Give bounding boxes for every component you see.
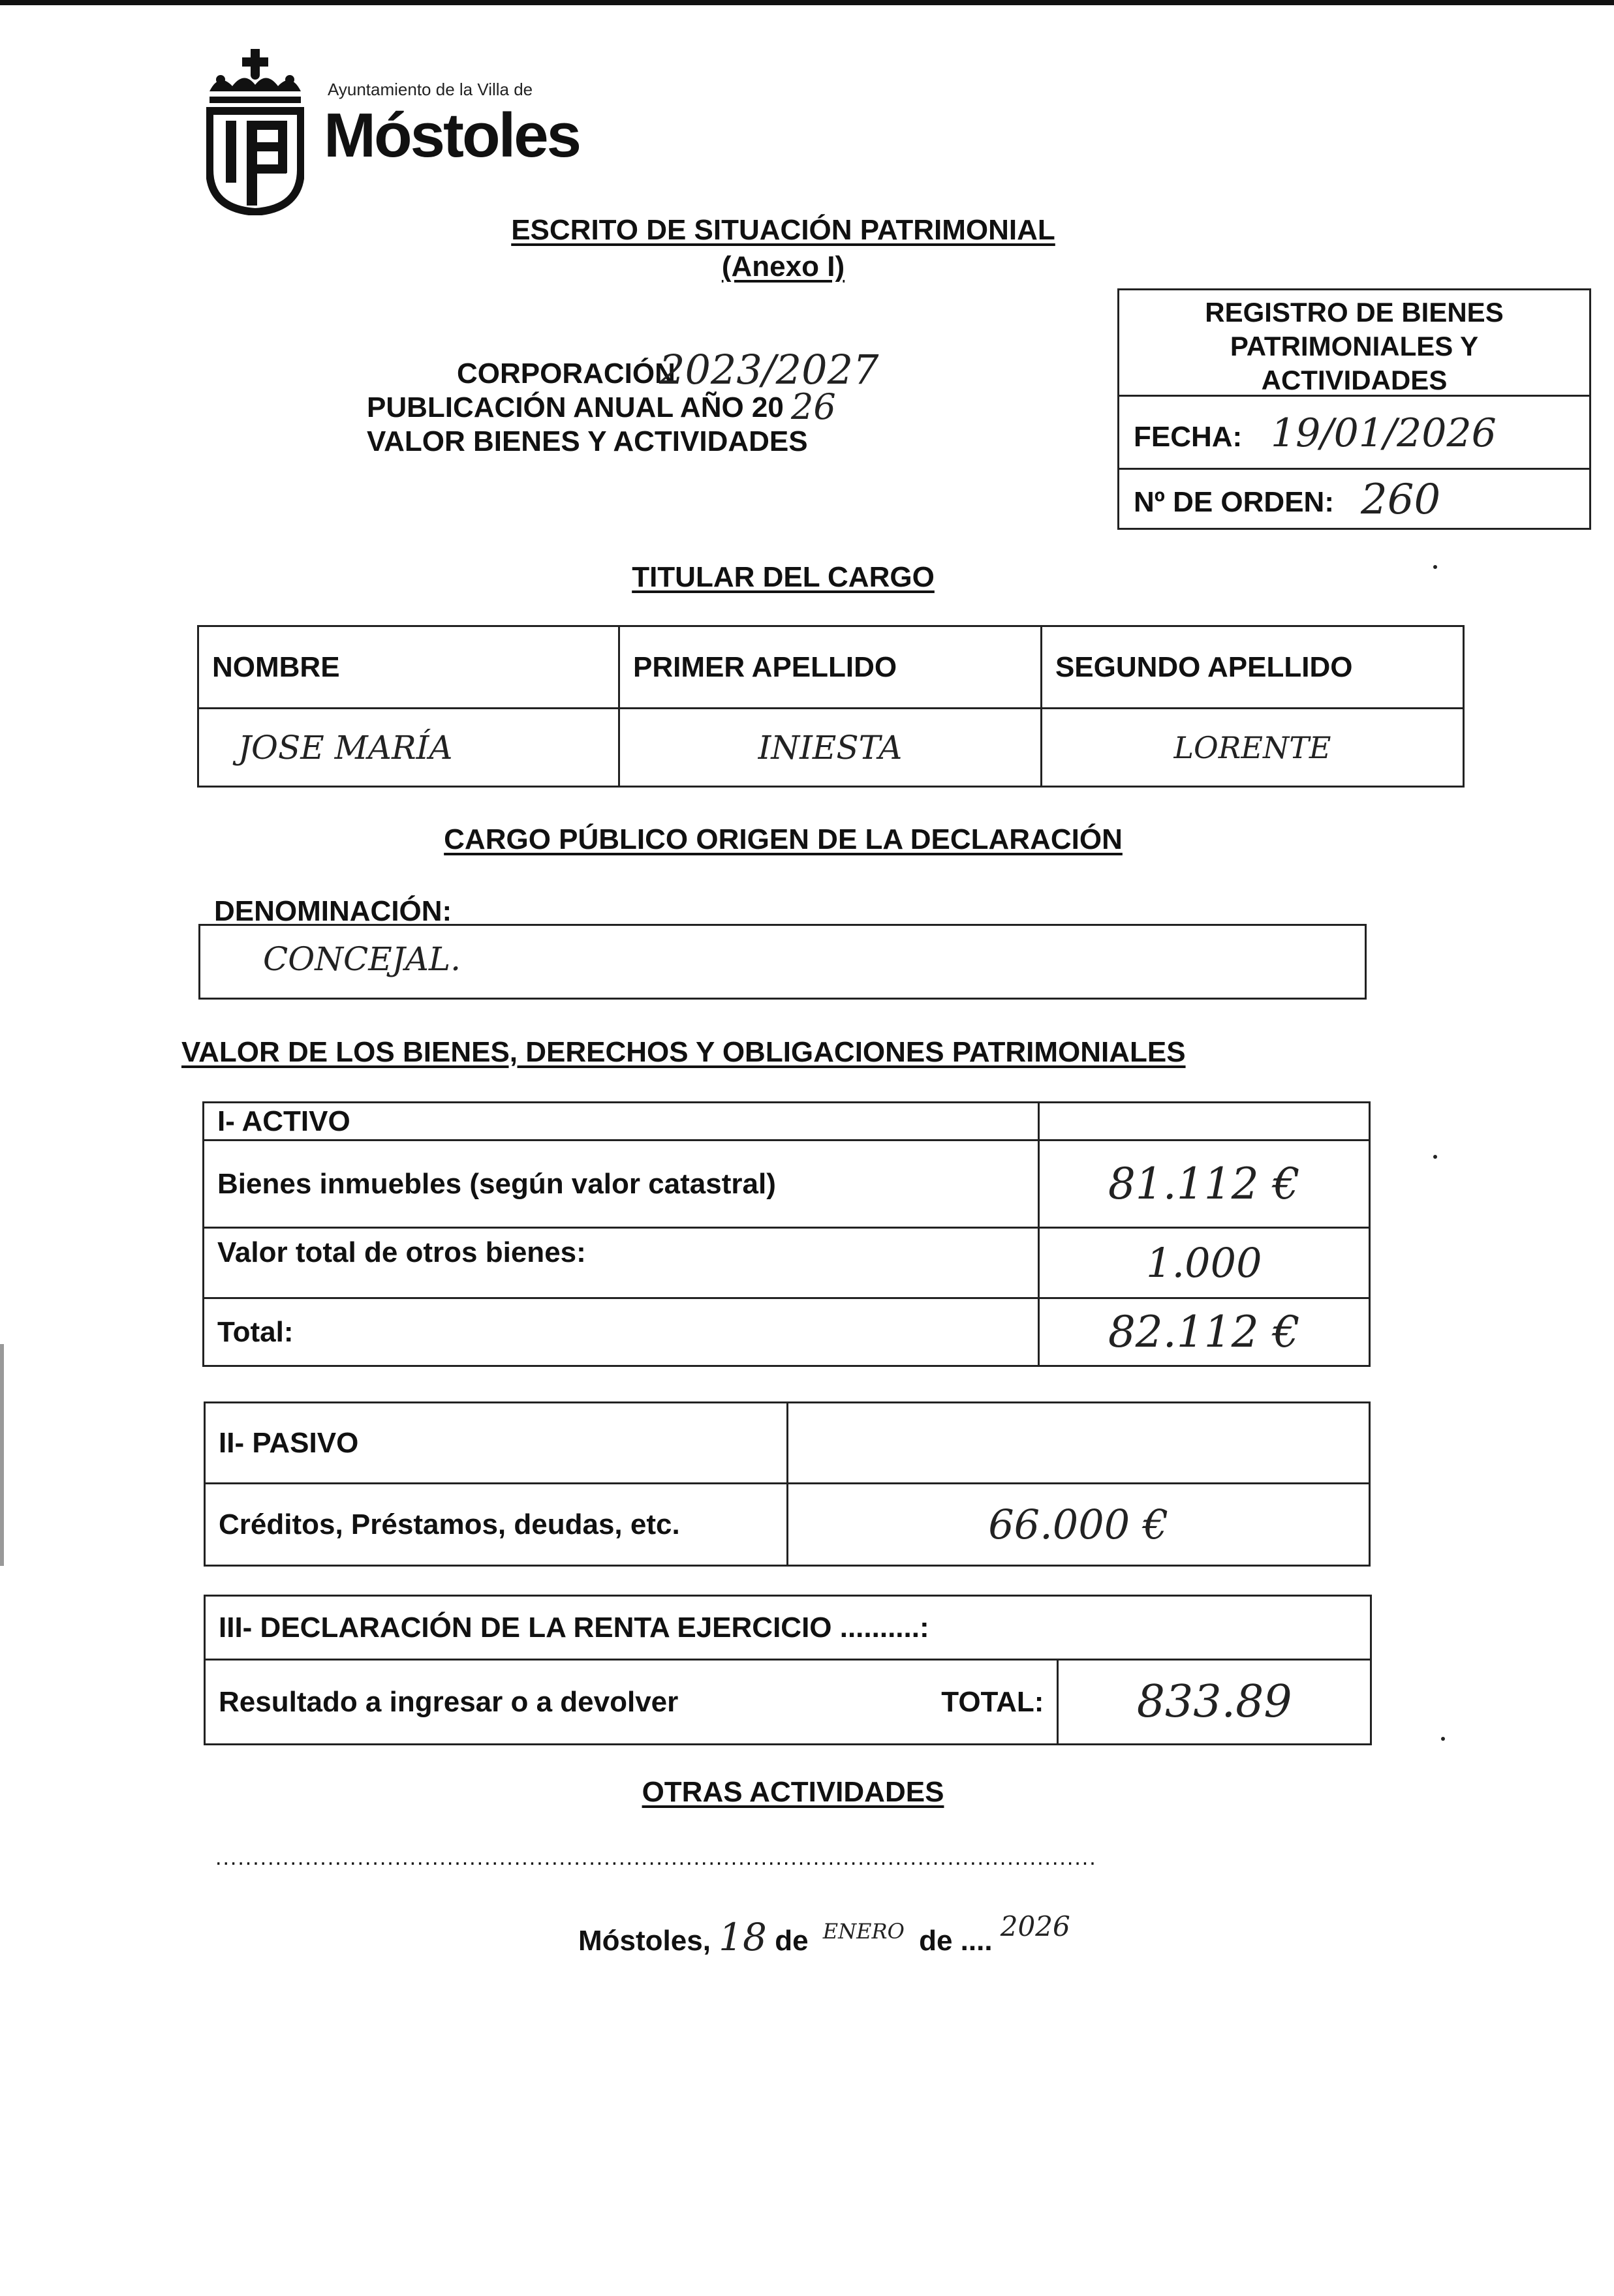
- logo-subtitle: Ayuntamiento de la Villa de: [328, 80, 533, 99]
- registro-box: [1117, 288, 1591, 530]
- denominacion-label: DENOMINACIÓN:: [214, 895, 452, 927]
- pasivo-table: [204, 1401, 1371, 1567]
- valor-heading: VALOR DE LOS BIENES, DERECHOS Y OBLIGACIONES PATRIMONIALES: [181, 1036, 1186, 1068]
- activo-header: I- ACTIVO: [204, 1103, 1039, 1140]
- activo-total-value: 82.112 €: [1038, 1298, 1369, 1366]
- activo-total-label: Total:: [204, 1298, 1039, 1366]
- col-segundo-apellido: SEGUNDO APELLIDO: [1041, 626, 1463, 709]
- fecha-value: 19/01/2026: [1271, 410, 1497, 456]
- renta-resultado-cell: [205, 1660, 1058, 1745]
- renta-total-value: 833.89: [1058, 1660, 1371, 1745]
- corporacion-value: 2023/2027: [659, 346, 879, 393]
- creditos-label: Créditos, Préstamos, deudas, etc.: [205, 1484, 788, 1566]
- inmuebles-label: Bienes inmuebles (según valor catastral): [204, 1140, 1039, 1228]
- cargo-heading: CARGO PÚBLICO ORIGEN DE LA DECLARACIÓN: [444, 823, 1123, 855]
- nombre-value: JOSE MARÍA: [198, 709, 619, 787]
- renta-table: [204, 1595, 1372, 1745]
- creditos-value: 66.000 €: [787, 1484, 1369, 1566]
- col-nombre: NOMBRE: [198, 626, 619, 709]
- col-primer-apellido: PRIMER APELLIDO: [619, 626, 1041, 709]
- firma-place: Móstoles,: [578, 1925, 711, 1957]
- titular-heading: TITULAR DEL CARGO: [632, 561, 935, 593]
- mostoles-logo-icon: [206, 46, 304, 215]
- segundo-apellido-value: LORENTE: [1041, 709, 1463, 787]
- firma-de-2: de ....: [919, 1925, 993, 1957]
- orden-value: 260: [1361, 476, 1441, 524]
- activo-table: [202, 1101, 1371, 1367]
- otros-bienes-value: 1.000: [1038, 1228, 1369, 1298]
- scan-speck: [1441, 1737, 1445, 1741]
- firma-line: [578, 1910, 1070, 1959]
- scan-speck: [1433, 1155, 1437, 1159]
- logo-name: Móstoles: [324, 100, 580, 170]
- document-subtitle: (Anexo I): [721, 251, 845, 283]
- publicacion-label: PUBLICACIÓN ANUAL AÑO 20: [367, 391, 784, 423]
- primer-apellido-value: INIESTA: [619, 709, 1041, 787]
- otras-heading: OTRAS ACTIVIDADES: [642, 1776, 944, 1808]
- document-title: ESCRITO DE SITUACIÓN PATRIMONIAL: [511, 214, 1055, 246]
- renta-resultado-label: Resultado a ingresar o a devolver: [219, 1685, 679, 1718]
- fecha-label: FECHA:: [1134, 421, 1243, 453]
- firma-year: 2026: [1000, 1910, 1070, 1942]
- denominacion-box: [198, 924, 1367, 1000]
- corporacion-label: CORPORACIÓN: [457, 358, 675, 390]
- publicacion-value: 26: [791, 386, 836, 427]
- otros-bienes-label: Valor total de otros bienes:: [204, 1228, 1039, 1298]
- orden-label: Nº DE ORDEN:: [1134, 486, 1334, 518]
- renta-total-label: TOTAL:: [941, 1685, 1044, 1718]
- otras-dotted-line: ......................................................................................................................: [215, 1845, 1097, 1870]
- pasivo-header: II- PASIVO: [205, 1403, 788, 1484]
- firma-de-1: de: [775, 1925, 809, 1957]
- scan-top-edge: [0, 0, 1614, 5]
- scan-speck: [1433, 565, 1437, 569]
- firma-month: ENERO: [822, 1919, 905, 1944]
- valor-bienes-label: VALOR BIENES Y ACTIVIDADES: [367, 425, 808, 457]
- firma-day: 18: [719, 1915, 767, 1959]
- registro-title: REGISTRO DE BIENES PATRIMONIALES Y ACTIVIDADES: [1205, 297, 1504, 395]
- renta-header: III- DECLARACIÓN DE LA RENTA EJERCICIO ..........:: [205, 1596, 1371, 1660]
- inmuebles-value: 81.112 €: [1038, 1140, 1369, 1228]
- scan-left-edge-mark: [0, 1344, 4, 1566]
- titular-table: [197, 625, 1465, 788]
- denominacion-value: CONCEJAL.: [263, 940, 461, 978]
